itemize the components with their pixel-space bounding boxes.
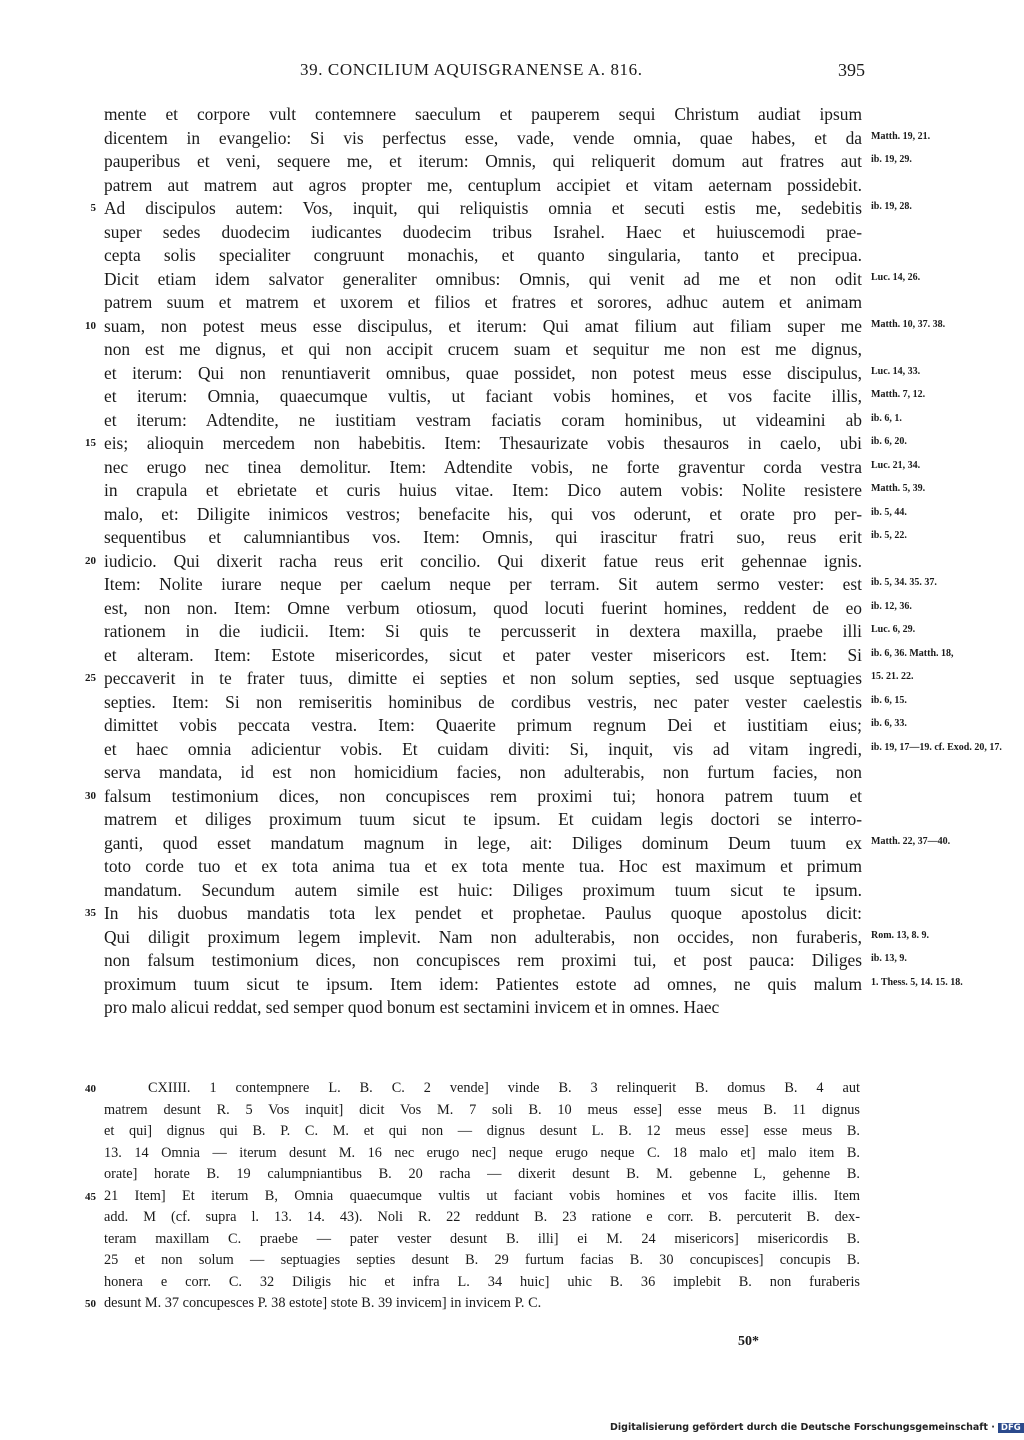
text-line	[0, 644, 1000, 668]
line-text: ganti, quod esset mandatum magnum in lege, ait: Diliges dominum Deum tuum ex	[104, 832, 862, 853]
line-text: malo, et: Diligite inimicos vestros; benefacite his, qui vos oderunt, et orate pro per-	[104, 503, 862, 524]
text-line	[0, 244, 1000, 268]
apparatus-text: teram maxillam C. praebe — pater vester desunt B. illi] ei M. 24 misericors] misericordis B.	[104, 1230, 860, 1247]
margin-reference: Matth. 10, 37. 38.	[871, 318, 946, 330]
line-text: falsum testimonium dices, non concupisces rem proximi tui; honora patrem tuum et	[104, 785, 862, 806]
text-line	[0, 432, 1000, 456]
margin-reference: Matth. 7, 12.	[871, 389, 926, 400]
page-number: 395	[838, 60, 865, 80]
line-text: et alteram. Item: Estote misericordes, sicut et pater vester misericors est. Item: Si	[104, 644, 862, 665]
line-text: suam, non potest meus esse discipulus, et iterum: Qui amat filium aut filiam super me	[104, 315, 862, 336]
text-line	[0, 855, 1000, 879]
text-line	[0, 362, 1000, 386]
line-number: 40	[85, 1083, 96, 1095]
text-line	[0, 597, 1000, 621]
text-line	[0, 338, 1000, 362]
line-text: toto corde tuo et ex tota anima tua et ex tota mente tua. Hoc est maximum et primum	[104, 856, 862, 876]
margin-reference: ib. 6, 20.	[871, 436, 907, 447]
text-line	[0, 738, 1000, 762]
line-text: proximum tuum sicut te ipsum. Item idem: Patientes estote ad omnes, ne quis malum	[104, 973, 862, 994]
margin-reference: ib. 13, 9.	[871, 953, 907, 964]
line-text: in crapula et ebrietate et curis huius vitae. Item: Dico autem vobis: Nolite resistere	[104, 480, 862, 500]
text-line	[0, 479, 1000, 503]
line-text: et haec omnia adicientur vobis. Et cuidam diviti: Si, inquit, vis ad vitam ingredi,	[104, 738, 862, 759]
margin-reference: ib. 6, 36. Matth. 18,	[871, 647, 954, 659]
line-text: et iterum: Qui non renuntiaverit omnibus, quae possidet, non potest meus esse discipulus,	[104, 362, 862, 383]
margin-reference: ib. 6, 1.	[871, 412, 902, 424]
apparatus-line	[0, 1100, 1000, 1122]
apparatus-line	[0, 1207, 1000, 1229]
apparatus-text: honera e corr. C. 32 Diligis hic et infra L. 34 huic] uhic B. 36 implebit B. non furaberis	[104, 1273, 860, 1290]
line-text: et iterum: Adtendite, ne iustitiam vestram faciatis coram hominibus, ut videamini ab	[104, 409, 862, 430]
line-text: Qui diligit proximum legem implevit. Nam non adulterabis, non occides, non furaberis,	[104, 926, 862, 947]
line-number: 10	[85, 319, 96, 332]
apparatus-line	[0, 1272, 1000, 1294]
apparatus-line	[0, 1250, 1000, 1272]
apparatus-line	[0, 1229, 1000, 1251]
apparatus-text: CXIIII. 1 contempnere L. B. C. 2 vende] vinde B. 3 relinquerit B. domus B. 4 aut	[148, 1080, 860, 1096]
text-line	[0, 902, 1000, 926]
line-text: eis; alioquin mercedem non habebitis. Item: Thesaurizate vobis thesauros in caelo, ubi	[104, 433, 862, 453]
line-text: pauperibus et veni, sequere me, et iterum: Omnis, qui reliquerit domum aut fratres aut	[104, 151, 862, 171]
text-line	[0, 174, 1000, 198]
line-text: matrem et diliges proximum tuum sicut te ipsum. Et cuidam legis doctori se interro-	[104, 809, 862, 829]
critical-apparatus	[0, 1078, 1000, 1315]
margin-reference: Luc. 14, 26.	[871, 271, 921, 283]
apparatus-text: desunt M. 37 concupesces P. 38 estote] stote B. 39 invicem] in invicem P. C.	[104, 1295, 542, 1311]
line-text: In his duobus mandatis tota lex pendet et prophetae. Paulus quoque apostolus dicit:	[104, 903, 862, 923]
margin-reference: Rom. 13, 8. 9.	[871, 929, 930, 941]
line-number: 50	[85, 1298, 96, 1310]
apparatus-line	[0, 1143, 1000, 1165]
text-line	[0, 550, 1000, 574]
text-line	[0, 949, 1000, 973]
line-number: 5	[90, 202, 96, 214]
line-text: Dicit etiam idem salvator generaliter omnibus: Omnis, qui venit ad me et non odit	[104, 268, 862, 289]
margin-reference: ib. 5, 44.	[871, 506, 907, 518]
running-title: 39. CONCILIUM AQUISGRANENSE A. 816.	[300, 60, 643, 79]
line-text: patrem suum et matrem et uxorem et filios et fratres et sorores, adhuc autem et animam	[104, 292, 862, 312]
line-text: mandatum. Secundum autem simile est huic: Diliges proximum tuum sicut te ipsum.	[104, 879, 862, 900]
line-text: cepta solis specialiter congruunt monachis, et quanto singularia, tanto et precipua.	[104, 245, 862, 265]
text-line	[0, 456, 1000, 480]
text-line	[0, 503, 1000, 527]
margin-reference: ib. 19, 29.	[871, 154, 912, 165]
main-text	[0, 103, 1000, 1020]
text-line	[0, 761, 1000, 785]
dfg-logo: DFG	[998, 1423, 1024, 1433]
text-line	[0, 785, 1000, 809]
text-line	[0, 667, 1000, 691]
margin-reference: Matth. 5, 39.	[871, 483, 926, 494]
margin-reference: ib. 5, 34. 35. 37.	[871, 577, 937, 588]
apparatus-line	[0, 1164, 1000, 1186]
text-line	[0, 808, 1000, 832]
credit-text: Digitalisierung gefördert durch die Deutsche Forschungsgemeinschaft ·	[610, 1422, 995, 1433]
line-text: peccaverit in te frater tuus, dimitte ei septies et non solum septies, sed usque septuagies	[104, 668, 862, 688]
margin-reference: Luc. 21, 34.	[871, 459, 921, 471]
margin-reference: ib. 6, 33.	[871, 718, 907, 729]
margin-reference: 1. Thess. 5, 14. 15. 18.	[871, 976, 963, 988]
text-line	[0, 691, 1000, 715]
margin-reference: Matth. 22, 37—40.	[871, 835, 951, 847]
apparatus-line	[0, 1121, 1000, 1143]
line-text: dimittet vobis peccata vestra. Item: Quaerite primum regnum Dei et iustitiam eius;	[104, 715, 862, 735]
margin-reference: 15. 21. 22.	[871, 671, 914, 682]
line-text: et iterum: Omnia, quaecumque vultis, ut faciant vobis homines, et vos facite illis,	[104, 386, 862, 406]
line-text: sequentibus et calumniantibus vos. Item: Omnis, qui irascitur fratri suo, reus erit	[104, 527, 862, 547]
line-text: mente et corpore vult contemnere saeculum et pauperem sequi Christum audiat ipsum	[104, 104, 862, 124]
line-text: dicentem in evangelio: Si vis perfectus esse, vade, vende omnia, quae habes, et da	[104, 127, 862, 148]
apparatus-line	[0, 1293, 1000, 1315]
line-number: 45	[85, 1190, 96, 1203]
line-text: serva mandata, id est non homicidium facies, non adulterabis, non furtum facies, non	[104, 762, 862, 782]
margin-reference: ib. 12, 36.	[871, 600, 912, 612]
page-header	[105, 60, 865, 86]
apparatus-text: 25 et non solum — septuagies septies desunt B. 29 furtum facias B. 30 concupisces] concupis B.	[104, 1252, 860, 1268]
line-text: iudicio. Qui dixerit racha reus erit concilio. Qui dixerit fatue reus erit gehennae ignis.	[104, 550, 862, 571]
text-line	[0, 832, 1000, 856]
line-number: 20	[85, 554, 96, 567]
line-text: septies. Item: Si non remiseritis hominibus de cordibus vestris, nec pater vester caelestis	[104, 691, 862, 712]
apparatus-line	[0, 1186, 1000, 1208]
text-line	[0, 385, 1000, 409]
text-line	[0, 197, 1000, 221]
line-text: rationem in die iudicii. Item: Si quis te percusserit in dextera maxilla, praebe illi	[104, 621, 862, 641]
apparatus-text: orate] horate B. 19 calumpniantibus B. 20 racha — dixerit desunt B. M. gebenne L, gehenne B.	[104, 1166, 860, 1182]
text-line	[0, 150, 1000, 174]
text-line	[0, 127, 1000, 151]
line-text: patrem aut matrem aut agros propter me, centuplum accipiet et vitam aeternam possidebit.	[104, 174, 862, 195]
text-line	[0, 620, 1000, 644]
apparatus-line	[0, 1078, 1000, 1100]
text-line	[0, 315, 1000, 339]
margin-reference: ib. 5, 22.	[871, 530, 907, 541]
text-line	[0, 409, 1000, 433]
line-number: 15	[85, 437, 96, 449]
line-text: Ad discipulos autem: Vos, inquit, qui reliquistis omnia et secuti estis me, sedebitis	[104, 198, 862, 218]
text-line	[0, 879, 1000, 903]
line-text: nec erugo nec tinea demolitur. Item: Adtendite vobis, ne forte graventur corda vestra	[104, 456, 862, 477]
text-line	[0, 103, 1000, 127]
apparatus-text: 13. 14 Omnia — iterum desunt M. 16 nec erugo nec] neque erugo neque C. 18 malo et] malo item B.	[104, 1144, 860, 1161]
apparatus-text: 21 Item] Et iterum B, Omnia quaecumque vultis ut faciant vobis homines et vos facite illis. Item	[104, 1187, 860, 1204]
margin-reference: Matth. 19, 21.	[871, 130, 931, 142]
line-number: 30	[85, 789, 96, 802]
apparatus-text: matrem desunt R. 5 Vos inquit] dicit Vos M. 7 soli B. 10 meus esse] esse meus B. 11 dignus	[104, 1101, 860, 1118]
text-line	[0, 291, 1000, 315]
line-text: non est me dignus, et qui non accipit crucem suam et sequitur me non est me dignus,	[104, 339, 862, 359]
text-line	[0, 973, 1000, 997]
line-number: 35	[85, 907, 96, 919]
line-number: 25	[85, 672, 96, 684]
margin-reference: ib. 19, 28.	[871, 201, 912, 212]
line-text: Item: Nolite iurare neque per caelum neque per terram. Sit autem sermo vester: est	[104, 574, 862, 594]
text-line	[0, 573, 1000, 597]
apparatus-text: add. M (cf. supra l. 13. 14. 43). Noli R. 22 reddunt B. 23 ratione e corr. B. percuterit B. dex-	[104, 1209, 860, 1225]
line-text: est, non non. Item: Omne verbum otiosum, quod locuti fuerint homines, reddent de eo	[104, 597, 862, 618]
text-line	[0, 221, 1000, 245]
signature-mark: 50*	[738, 1334, 759, 1349]
margin-reference: Luc. 6, 29.	[871, 624, 916, 635]
digitization-credit	[610, 1422, 1024, 1433]
text-line	[0, 268, 1000, 292]
apparatus-text: et qui] dignus qui B. P. C. M. et qui non — dignus desunt L. B. 12 meus esse] esse meus B.	[104, 1123, 860, 1139]
margin-reference: ib. 6, 15.	[871, 694, 907, 706]
line-text: pro malo alicui reddat, sed semper quod bonum est sectamini invicem et in omnes. Haec	[104, 997, 720, 1017]
text-line	[0, 996, 1000, 1020]
line-text: non falsum testimonium dices, non concupisces rem proximi tui, et post pauca: Diliges	[104, 950, 862, 970]
text-line	[0, 926, 1000, 950]
text-line	[0, 526, 1000, 550]
margin-reference: ib. 19, 17—19. cf. Exod. 20, 17.	[871, 741, 1002, 753]
line-text: super sedes duodecim iudicantes duodecim tribus Israhel. Haec et huiuscemodi prae-	[104, 221, 862, 242]
text-line	[0, 714, 1000, 738]
margin-reference: Luc. 14, 33.	[871, 365, 921, 377]
